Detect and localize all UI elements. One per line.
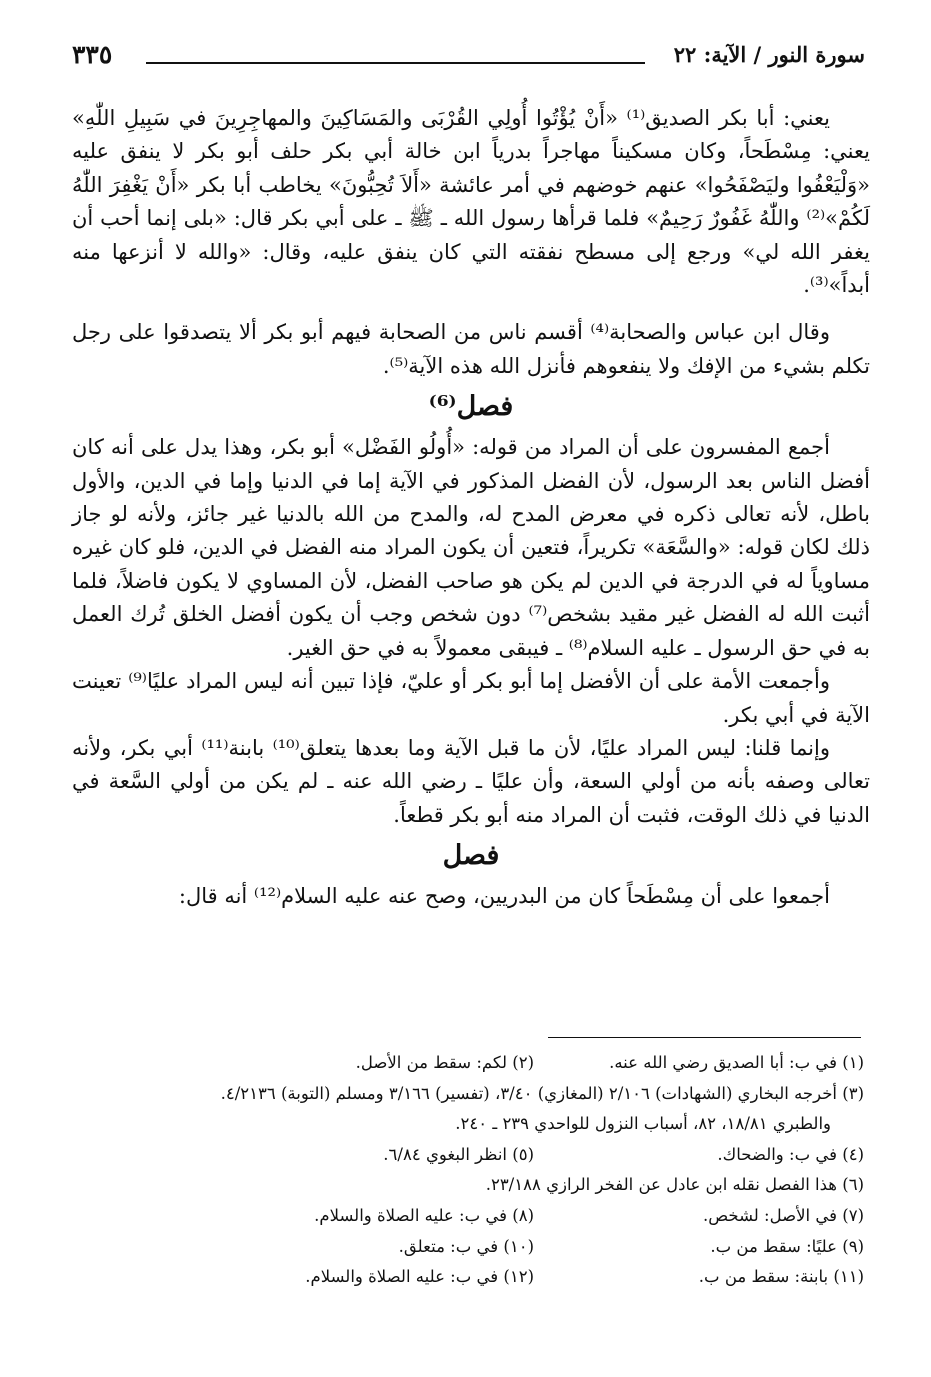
- footnote-3: (٣) أخرجه البخاري (الشهادات) ٢/١٠٦ (المغازي) ٣/٤٠، (تفسير) ٣/١٦٦ ومسلم (التوبة) ٤/٢١٣٦.: [220, 1083, 864, 1103]
- footnote-row: [72, 1048, 864, 1079]
- footnote-9: (٩) عليًا: سقط من ب.: [710, 1236, 864, 1256]
- footnote-3-continued: والطبري ١٨/٨١، ٨٢، أسباب النزول للواحدي ٢٣٩ ـ ٢٤٠.: [455, 1114, 831, 1134]
- footnote-row: [72, 1140, 864, 1171]
- footnote-10: (١٠) في ب: متعلق.: [398, 1236, 534, 1256]
- page-number: ٣٣٥: [72, 40, 113, 69]
- footnote-row: [72, 1201, 864, 1232]
- footnote-separator: [548, 1037, 861, 1038]
- paragraph-3: أجمع المفسرون على أن المراد من قوله: «أُولُو الفَضْل» أبو بكر، وهذا يدل على أنه كان أفضل الناس بعد الرسول، لأن الفضل المذكور في الآية إما في الدنيا وإما في الدين، والأول باطل، لأنه تعالى ذكره في معرض المدح له، والمدح من الله بالدنيا غير جائز، ولأنه لو جاز ذلك لكان قوله: «والسَّعَة» تكريراً، فتعين أن يكون المراد منه الفضل في الدين، فلو كان غيره مساوياً له في الدرجة في الدين لم يكن هو صاحب الفضل، لأن المساوي لا يكون فاضلاً، فلما أثبت الله له الفضل غير مقيد بشخص⁽⁷⁾ دون شخص وجب أن يكون أفضل الخلق تُرك العمل به في حق الرسول ـ عليه السلام⁽⁸⁾ ـ فيبقى معمولاً به في حق الغير.: [72, 435, 870, 660]
- paragraph-5: وإنما قلنا: ليس المراد عليًا، لأن ما قبل الآية وما بعدها يتعلق⁽¹⁰⁾ بابنة⁽¹¹⁾ أبي بكر، ولأنه تعالى وصفه بأنه من أولي السعة، وأن عليًا ـ رضي الله عنه ـ لم يكن من أولي السَّعة في الدنيا في ذلك الوقت، فثبت أن المراد منه أبو بكر قطعاً.: [72, 735, 870, 827]
- header-rule: [146, 62, 645, 64]
- footnote-2: (٢) لكم: سقط من الأصل.: [355, 1053, 534, 1072]
- main-text: [72, 102, 870, 914]
- paragraph-6: أجمعوا على أن مِسْطَحاً كان من البدريين، وصح عنه عليه السلام⁽¹²⁾ أنه قال:: [178, 884, 830, 909]
- footnote-8: (٨) في ب: عليه الصلاة والسلام.: [314, 1205, 534, 1225]
- footnote-11: (١١) بابنة: سقط من ب.: [698, 1267, 864, 1287]
- paragraph-4: وأجمعت الأمة على أن الأفضل إما أبو بكر أو عليّ، فإذا تبين أنه ليس المراد عليًا⁽⁹⁾ تعينت الآية في أبي بكر.: [72, 669, 870, 727]
- running-header: [72, 40, 865, 80]
- footnote-row: [72, 1232, 864, 1263]
- section-heading-2: فصل: [442, 840, 500, 872]
- footnote-row: [72, 1109, 864, 1140]
- section-heading-1: فصل⁽⁶⁾: [428, 391, 514, 423]
- footnote-1: (١) في ب: أبا الصديق رضي الله عنه.: [609, 1053, 864, 1072]
- footnote-5: (٥) انظر البغوي ٦/٨٤.: [383, 1144, 534, 1164]
- footnotes: [72, 1048, 864, 1293]
- paragraph-1: يعني: أبا بكر الصديق⁽¹⁾ «أَنْ يُؤْتُوا أُولِي القُرْبَى والمَسَاكِينَ والمهاجِرِينَ في سَبِيلِ اللّٰهِ» يعني: مِسْطَحاً، وكان مسكيناً مهاجراً بدرياً ابن خالة أبي بكر حلف أبو بكر لا ينفق عليه «وَلْيَعْفُوا وليَصْفَحُوا» عنهم خوضهم في أمر عائشة «أَلاَ تُحِبُّونَ» يخاطب أبا بكر «أَنْ يَغْفِرَ اللّٰهُ لَكُمْ»⁽²⁾ واللّٰهُ غَفُورٌ رَحِيمٌ» فلما قرأها رسول الله ـ ﷺ ـ على أبي بكر قال: «بلى إنما أحب أن يغفر الله لي» ورجع إلى مسطح نفقته التي كان ينفق عليه، وقال: «والله لا أنزعها منه أبداً»⁽³⁾.: [72, 106, 870, 298]
- surah-verse-title: سورة النور / الآية: ٢٢: [673, 42, 865, 67]
- footnote-12: (١٢) في ب: عليه الصلاة والسلام.: [305, 1267, 534, 1287]
- footnote-row: [72, 1262, 864, 1293]
- footnote-4: (٤) في ب: والضحاك.: [717, 1144, 864, 1164]
- footnote-6: (٦) هذا الفصل نقله ابن عادل عن الفخر الرازي ٢٣/١٨٨.: [485, 1175, 864, 1195]
- footnote-7: (٧) في الأصل: لشخص.: [702, 1205, 864, 1225]
- footnote-row: [72, 1079, 864, 1110]
- footnote-row: [72, 1170, 864, 1201]
- paragraph-2: وقال ابن عباس والصحابة⁽⁴⁾ أقسم ناس من الصحابة فيهم أبو بكر ألا يتصدقوا على رجل تكلم بشيء من الإفك ولا ينفعوهم فأنزل الله هذه الآية⁽⁵⁾.: [72, 320, 870, 378]
